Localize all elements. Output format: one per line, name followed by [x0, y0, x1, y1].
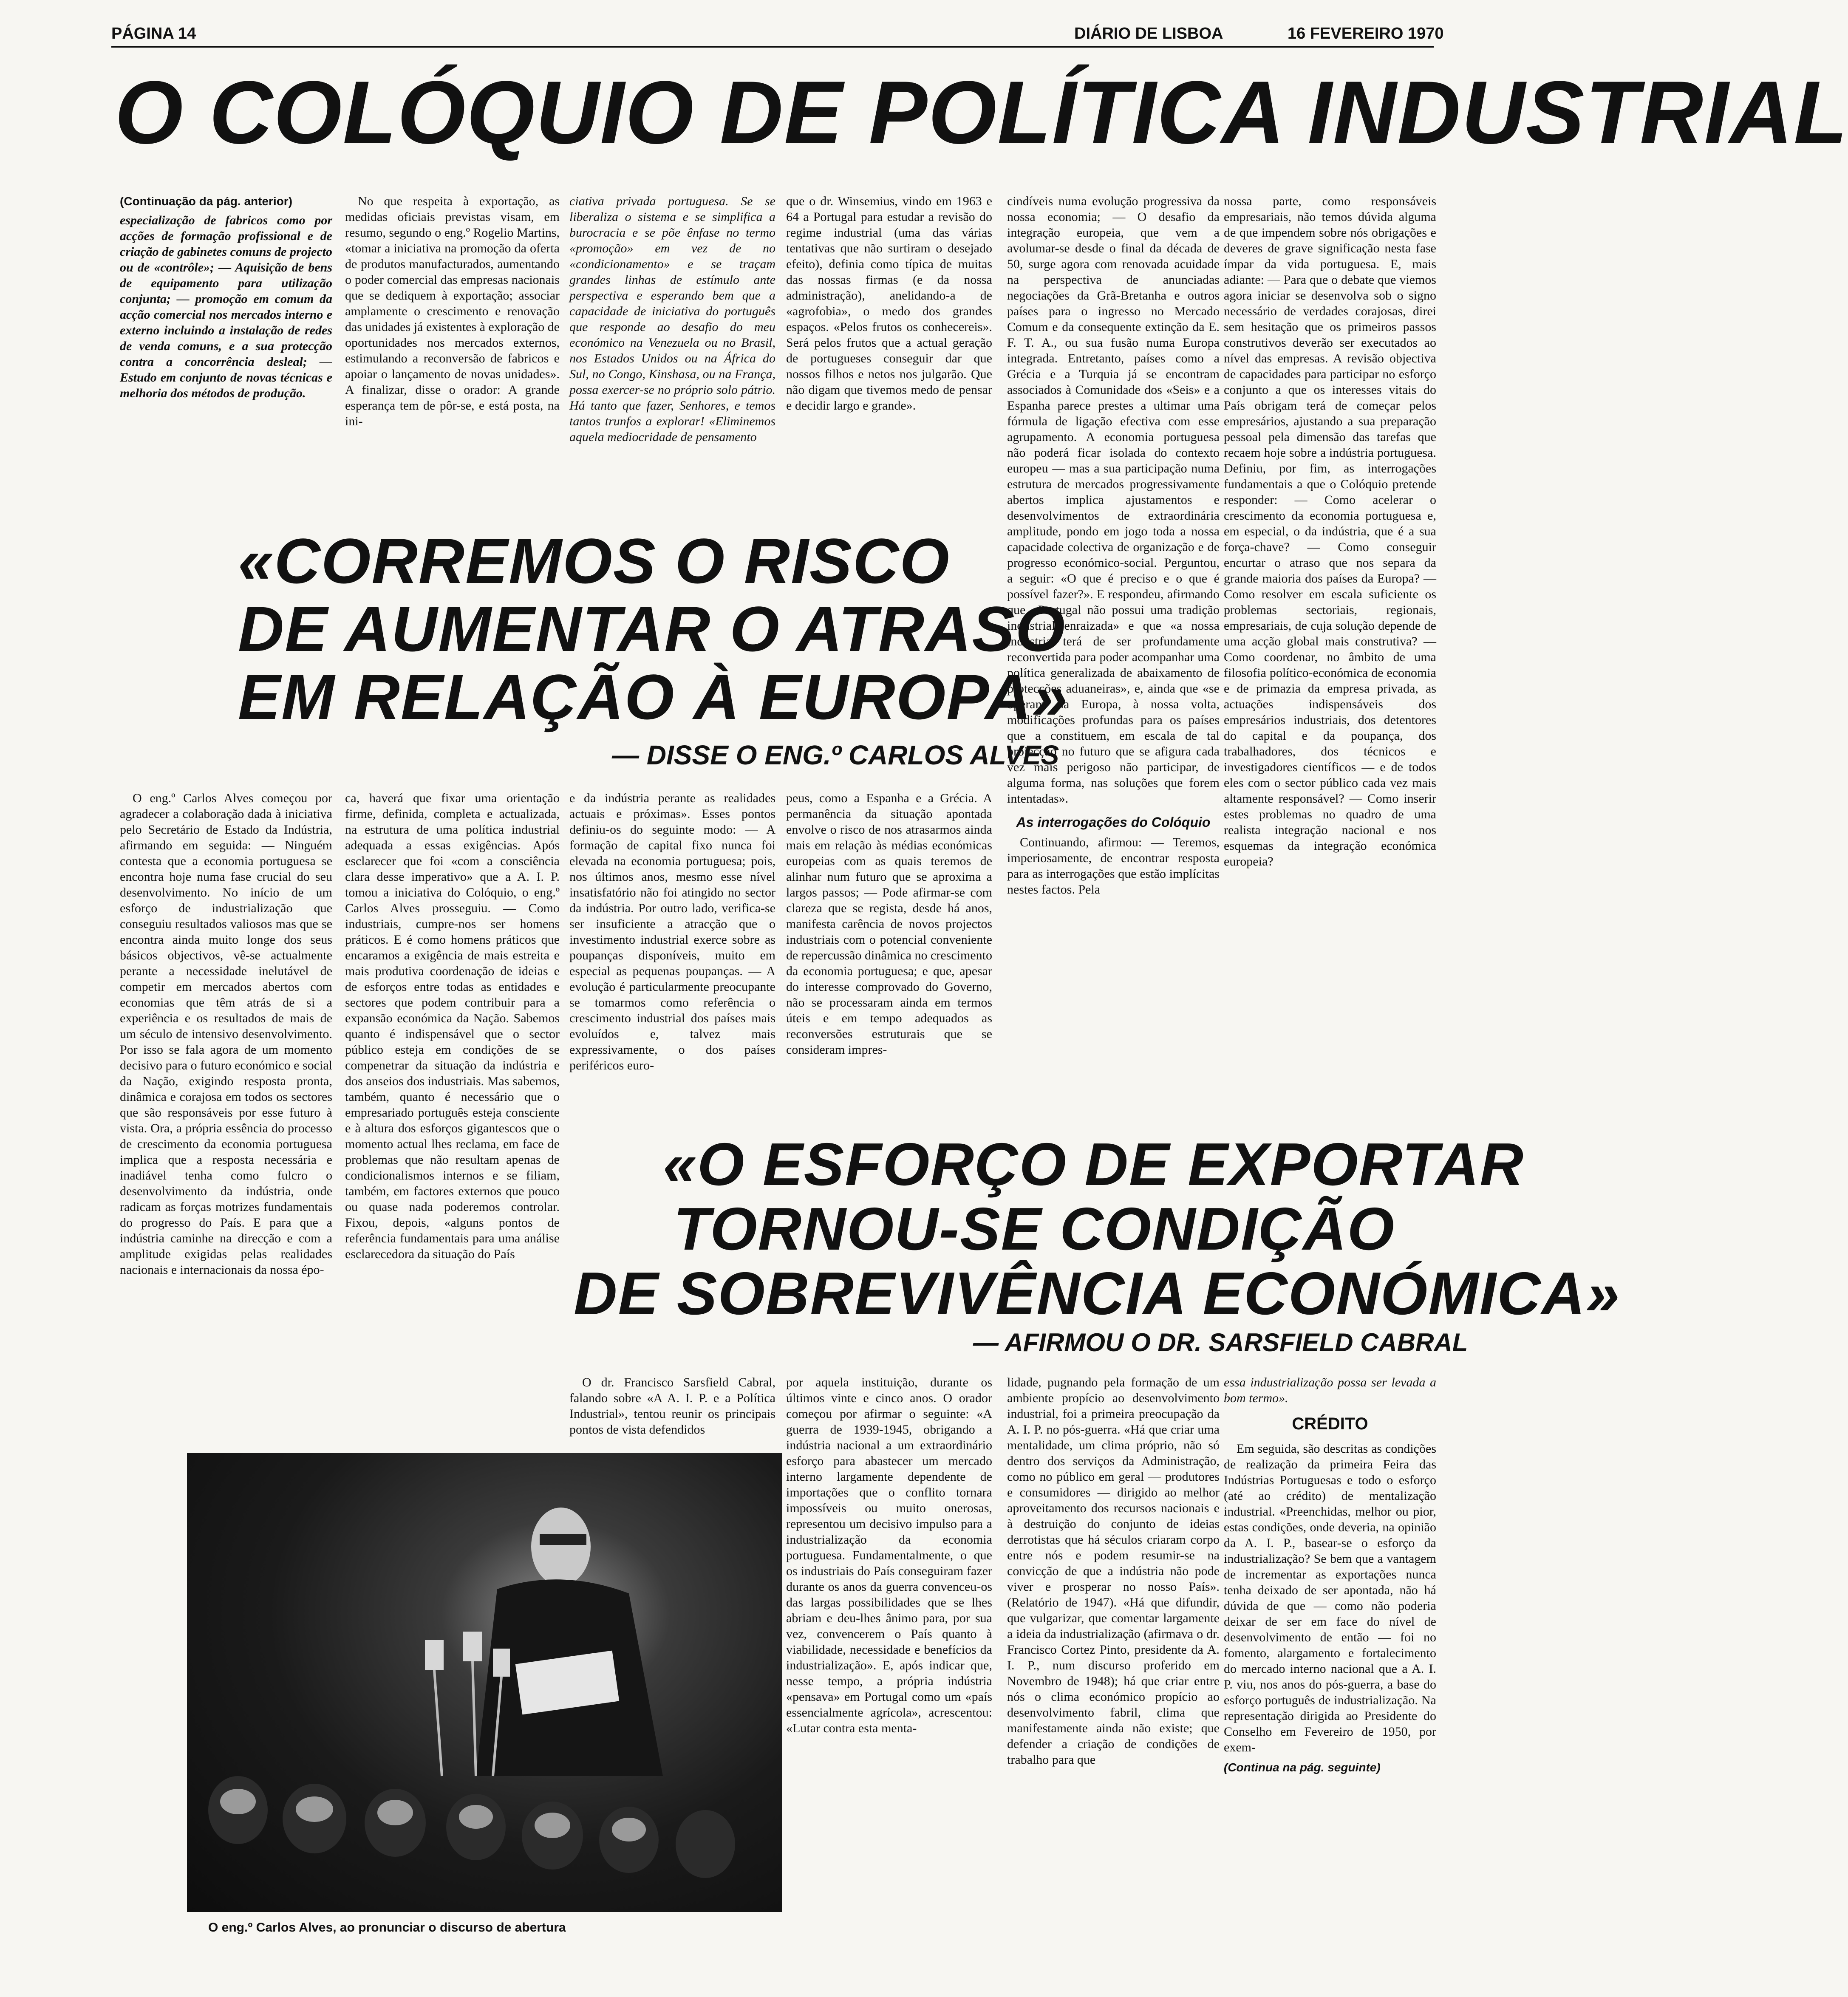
article-column-bottom-4 — [786, 1375, 992, 1961]
headline-line: EM RELAÇÃO À EUROPA» — [238, 661, 1069, 733]
paragraph: ca, haverá que fixar uma orientação firme, definida, completa e actualizada, na estrutura de uma política industrial adequada a essas exigências. Após esclarecer que foi «com a consciência clara desse imperativo» que a A. I. P. tomou a iniciativa do Colóquio, o eng.º Carlos Alves prosseguiu. — Como industriais, cumpre-nos ser homens práticos. E é como homens práticos que encaramos a exigência de mais estreita e mais produtiva coordenação de ideias e de esforços entre todas as entidades e sectores que podem contribuir para a expansão económica da Nação. Sabemos quanto é indispensável que o sector público esteja em condições de se compenetrar da situação da indústria e dos anseios dos industriais. Mas sabemos, também, quanto é necessário que o empresariado português esteja consciente e à altura dos esforços gigantescos que o momento actual lhes reclama, em face de problemas que não resultam apenas de condicionalismos internos e se filiam, também, em factores externos que pouco ou quase nada poderemos controlar. Fixou, depois, «alguns pontos de referência fundamentais para uma análise esclarecedora da situação do País — [345, 791, 560, 1261]
paragraph: por aquela instituição, durante os últimos vinte e cinco anos. O orador começou por afirmar o seguinte: «A guerra de 1939-1945, obrigando a indústria nacional a um extraordinário esforço para abastecer um mercado interno largamente dependente de importações que o conflito tornara impossíveis ou muito onerosas, representou um decisivo impulso para a industrialização da economia portuguesa. Fundamentalmente, o que os industriais do País conseguiram fazer durante os anos da guerra convenceu-os das largas possibilidades que se lhes abriam e deu-lhes ânimo para, por sua vez, convencerem o País quanto à viabilidade, necessidade e benefícios da industrialização». E, após indicar que, nesse tempo, a própria indústria «pensava» em Portugal como um «país essencialmente agrícola», acrescentou: «Lutar contra esta menta- — [786, 1375, 992, 1735]
headline-line: TORNOU-SE CONDIÇÃO — [674, 1195, 1395, 1263]
paragraph: O dr. Francisco Sarsfield Cabral, falando sobre «A A. I. P. e a Política Industrial», tentou reunir os principais pontos de vista defendidos — [569, 1375, 775, 1437]
paragraph: essa industrialização possa ser levada a bom termo». — [1224, 1375, 1436, 1405]
paragraph: Em seguida, são descritas as condições de realização da primeira Feira das Indústrias Portuguesas e todo o esforço (até ao crédito) de mentalização industrial. «Preenchidas, melhor ou pior, estas condições, onde deveria, na opinião da A. I. P., basear-se o esforço da industrialização? Se bem que a vantagem de incrementar as exportações nunca tenha deixado de ser apontada, não há dúvida de que — como não poderia deixar de ser em face do nível de desenvolvimento de então — foi no fomento, alargamento e fortalecimento do mercado interno nacional que a A. I. P. viu, nos anos do pós-guerra, a base do esforço português de industrialização. Na representação dirigida ao Presidente do Conselho em Fevereiro de 1950, por exem- — [1224, 1442, 1436, 1754]
paragraph: nossa parte, como responsáveis empresariais, não temos dúvida alguma de que impendem sobre nós obrigações e deveres de grave significação nesta fase ímpar da vida portuguesa. E, mais adiante: — Para que o debate que viemos agora iniciar se desenvolva sob o signo necessário de verdades corajosas, direi sem hesitação que os primeiros passos construtivos deverão ser executados ao nível das empresas. A revisão objectiva de capacidades para participar no esforço conjunto a que os interesses vitais do País obrigam terá de começar pelos empresários, ajustando a sua preparação pessoal pela dimensão das tarefas que recaem hoje sobre a indústria portuguesa. Definiu, por fim, as interrogações fundamentais a que o Colóquio pretende responder: — Como acelerar o crescimento da economia portuguesa e, em especial, o da indústria, que é a sua força-chave? — Como conseguir encurtar o atraso que nos separa da grande maioria dos países da Europa? — Como resolver em escala suficiente os problemas sectoriais, regionais, empresariais, de cuja solução depende de uma acção global mais construtiva? — Como coordenar, no âmbito de uma filosofia político-económica de economia e de primazia da empresa privada, as actuações indispensáveis dos empresários industriais, dos detentores do capital e da poupança, dos trabalhadores, dos técnicos e investigadores científicos — e de todos eles com o sector público cada vez mais altamente responsável? — Como inserir estes problemas no quadro de uma realista integração nacional e nos esquemas da integração económica europeia? — [1224, 194, 1436, 868]
article-column-bottom-5 — [1007, 1375, 1220, 1961]
paragraph: cindíveis numa evolução progressiva da nossa economia; — O desafio da integração europeia, que vem a avolumar-se desde o final da década de 50, surge agora com renovada acuidade na perspectiva de anunciadas negociações da Grã-Bretanha e outros países para o ingresso no Mercado Comum e da consequente extinção da E. F. T. A., ou sua fusão numa Europa integrada. Entretanto, países como a Grécia e a Turquia já se encontram associados à Comunidade dos «Seis» e a Espanha parece prestes a ultimar uma fórmula de ligação efectiva com esse agrupamento. A economia portuguesa não poderá ficar isolada do contexto europeu — mas a sua participação numa estrutura de mercados progressivamente abertos implica ajustamentos e desenvolvimentos de extraordinária amplitude, pondo em jogo toda a nossa capacidade colectiva de organização e de progresso económico-social. Perguntou, a seguir: «O que é preciso e o que é possível fazer?». E respondeu, afirmando que «Portugal não possui uma tradição industrial enraizada» e que «a nossa indústria terá de ser profundamente reconvertida para poder acompanhar uma política generalizada de abaixamento de protecções aduaneiras», e, ainda que «se operam na Europa, à nossa volta, modificações profundas para os países que a constituem, em escala de tal projecção no futuro que se afigura cada vez mais perigoso não participar, de alguma forma, nas soluções que forem intentadas». — [1007, 194, 1220, 806]
article-column-mid-3 — [569, 790, 775, 1122]
article-column-right-2 — [1224, 193, 1436, 1111]
headline-line: «O ESFORÇO DE EXPORTAR — [663, 1131, 1525, 1198]
article-column-top-2 — [345, 193, 560, 529]
paragraph: que o dr. Winsemius, vindo em 1963 e 64 a Portugal para estudar a revisão do regime industrial (uma das várias tentativas que não surtiram o desejado efeito), definia como típica de muitas das nossas firmas (e da nossa administração), anelidando-a de «agrofobia», o medo dos grandes espaços. «Pelos frutos os conhecereis». Será pelos frutos que a actual geração de portugueses conseguir dar que nossos filhos e netos nos julgarão. Que não digam que tivemos medo de pensar e decidir largo e grande». — [786, 194, 992, 413]
section-subheading-credito: CRÉDITO — [1292, 1414, 1368, 1433]
headline-line: «CORREMOS O RISCO — [238, 525, 950, 597]
paragraph: peus, como a Espanha e a Grécia. A permanência da situação apontada envolve o risco de nos atrasarmos ainda mais em relação às médias económicas europeias com as quais teremos de alinhar num futuro que se aproxima a largos passos; — Pode afirmar-se com clareza que se regista, desde há anos, manifesta carência de novos projectos industriais com o potencial conveniente de repercussão dinâmica no crescimento da economia portuguesa; e que, apesar do interesse comprovado do Governo, não se processaram ainda em termos úteis e em tempo adequados as reconversões estruturais que se consideram impres- — [786, 791, 992, 1057]
paragraph: especialização de fabricos como por acções de formação profissional e de criação de gabinetes comuns de projecto ou de «contrôle»; — Aquisição de bens de equipamento para utilização conjunta; — promoção em comum da acção comercial nos mercados interno e externo incluindo a instalação de redes de venda comuns, e a sua protecção contra a concorrência desleal; — Estudo em conjunto de novas técnicas e melhoria dos métodos de produção. — [120, 213, 332, 400]
article-column-top-1 — [120, 193, 332, 529]
article-column-mid-4 — [786, 790, 992, 1122]
article-column-top-3 — [569, 193, 775, 529]
masthead-rule — [111, 46, 1434, 48]
headline-line: DE SOBREVIVÊNCIA ECONÓMICA» — [574, 1260, 1621, 1327]
section-subheading: As interrogações do Colóquio — [1016, 815, 1211, 830]
headline-carlos-alves — [238, 525, 1069, 733]
issue-date: 16 FEVEREIRO 1970 — [1288, 25, 1444, 42]
paragraph: e da indústria perante as realidades actuais e próximas». Esses pontos definiu-os do seguinte modo: — A formação de capital fixo nunca foi elevada na economia portuguesa; pois, nos últimos anos, mesmo esse nível insatisfatório não foi atingido no sector da indústria. Por outro lado, verifica-se ser insuficiente a atracção que o investimento industrial exerce sobre as poupanças disponíveis, muito em especial as pequenas poupanças. — A evolução é particularmente preocupante se tomarmos como referência o crescimento industrial dos países mais evoluídos e, talvez mais expressivamente, o dos países periféricos euro- — [569, 791, 775, 1072]
headline-line: DE AUMENTAR O ATRASO — [238, 593, 1066, 665]
byline-sarsfield-cabral: — AFIRMOU O DR. SARSFIELD CABRAL — [973, 1328, 1468, 1357]
photo-caption: O eng.º Carlos Alves, ao pronunciar o discurso de abertura — [208, 1921, 566, 1935]
continuation-note: (Continuação da pág. anterior) — [120, 195, 293, 208]
main-title: O COLÓQUIO DE POLÍTICA INDUSTRIAL — [115, 62, 1848, 162]
byline-carlos-alves: — DISSE O ENG.º CARLOS ALVES — [612, 740, 1059, 770]
page-number: PÁGINA 14 — [111, 25, 196, 42]
article-column-top-4 — [786, 193, 992, 529]
photograph — [187, 1453, 782, 1912]
article-column-bottom-3 — [569, 1375, 775, 1443]
article-column-mid-2 — [345, 790, 560, 1360]
paragraph: Continuando, afirmou: — Teremos, imperiosamente, de encontrar resposta para as interrogações que estão implícitas nestes factos. Pela — [1007, 835, 1220, 897]
article-column-bottom-6 — [1224, 1375, 1436, 1969]
continuation-note: (Continua na pág. seguinte) — [1224, 1761, 1381, 1774]
newspaper-name: DIÁRIO DE LISBOA — [1074, 25, 1223, 42]
article-column-mid-1 — [120, 790, 332, 1445]
photograph-content — [187, 1453, 782, 1912]
paragraph: O eng.º Carlos Alves começou por agradecer a colaboração dada à iniciativa pelo Secretário de Estado da Indústria, afirmando em seguida: — Ninguém contesta que a economia portuguesa se encontra hoje numa fase crucial do seu desenvolvimento. No início de um esforço de industrialização que conseguiu resultados valiosos mas que se encontra ainda muito longe dos seus básicos objectivos, vê-se actualmente perante a necessidade inelutável de competir em mercados abertos com economias que têm atrás de si a experiência e os resultados de mais de um século de intensivo desenvolvimento. Por isso se fala agora de um momento decisivo para o futuro económico e social da Nação, exigindo resposta pronta, dinâmica e corajosa em todos os sectores que são responsáveis por esse futuro à vista. Ora, a própria essência do processo de crescimento da economia portuguesa implica que a resposta necessária e inadiável tenha como fulcro o desenvolvimento da indústria, onde radicam as forças motrizes fundamentais do progresso do País. E para que a indústria caminhe na direcção e com a amplitude exigidas pelas realidades nacionais e internacionais da nossa épo- — [120, 791, 332, 1277]
paragraph: lidade, pugnando pela formação de um ambiente propício ao desenvolvimento industrial, foi a primeira preocupação da A. I. P. no pós-guerra. «Há que criar uma mentalidade, um clima próprio, não só dentro dos serviços da Administração, como no público em geral — produtores e consumidores — dirigido ao melhor aproveitamento dos recursos nacionais e à destruição do conjunto de ideias derrotistas que há séculos criaram corpo entre nós e podem resumir-se na convicção de que a indústria não pode viver e prosperar no nosso País». (Relatório de 1947). «Há que difundir, que vulgarizar, que comentar largamente a ideia da industrialização (afirmava o dr. Francisco Cortez Pinto, presidente da A. I. P., num discurso proferido em Novembro de 1948); há que criar entre nós o clima económico propício ao desenvolvimento fabril, clima que manifestamente ainda não existe; que defender a criação de condições de trabalho para que — [1007, 1375, 1220, 1767]
paragraph: No que respeita à exportação, as medidas oficiais previstas visam, em resumo, segundo o eng.º Rogelio Martins, «tomar a iniciativa na promoção da oferta de produtos manufacturados, aumentando o poder comercial das empresas nacionais que se dediquem à exportação; associar amplamente o crescimento e renovação das unidades já existentes à exploração de oportunidades nos mercados externos, estimulando a reconversão de fabricos e apoiar o lançamento de novas unidades». A finalizar, disse o orador: A grande esperança tem de pôr-se, e está posta, na ini- — [345, 194, 560, 428]
paragraph: ciativa privada portuguesa. Se se liberaliza o sistema e se simplifica a burocracia e se põe ênfase no termo «promoção» em vez de no «condicionamento» e se traçam grandes linhas de estímulo ante perspectiva e esperando bem que a capacidade de iniciativa do português que responde ao desafio do meu económico na Venezuela ou no Brasil, nos Estados Unidos ou na África do Sul, no Congo, Kinshasa, ou na França, possa exercer-se no próprio solo pátrio. Há tanto que fazer, Senhores, e temos tantos trunfos a explorar! «Eliminemos aquela mediocridade de pensamento — [569, 194, 775, 444]
headline-sarsfield-cabral — [574, 1131, 1621, 1327]
